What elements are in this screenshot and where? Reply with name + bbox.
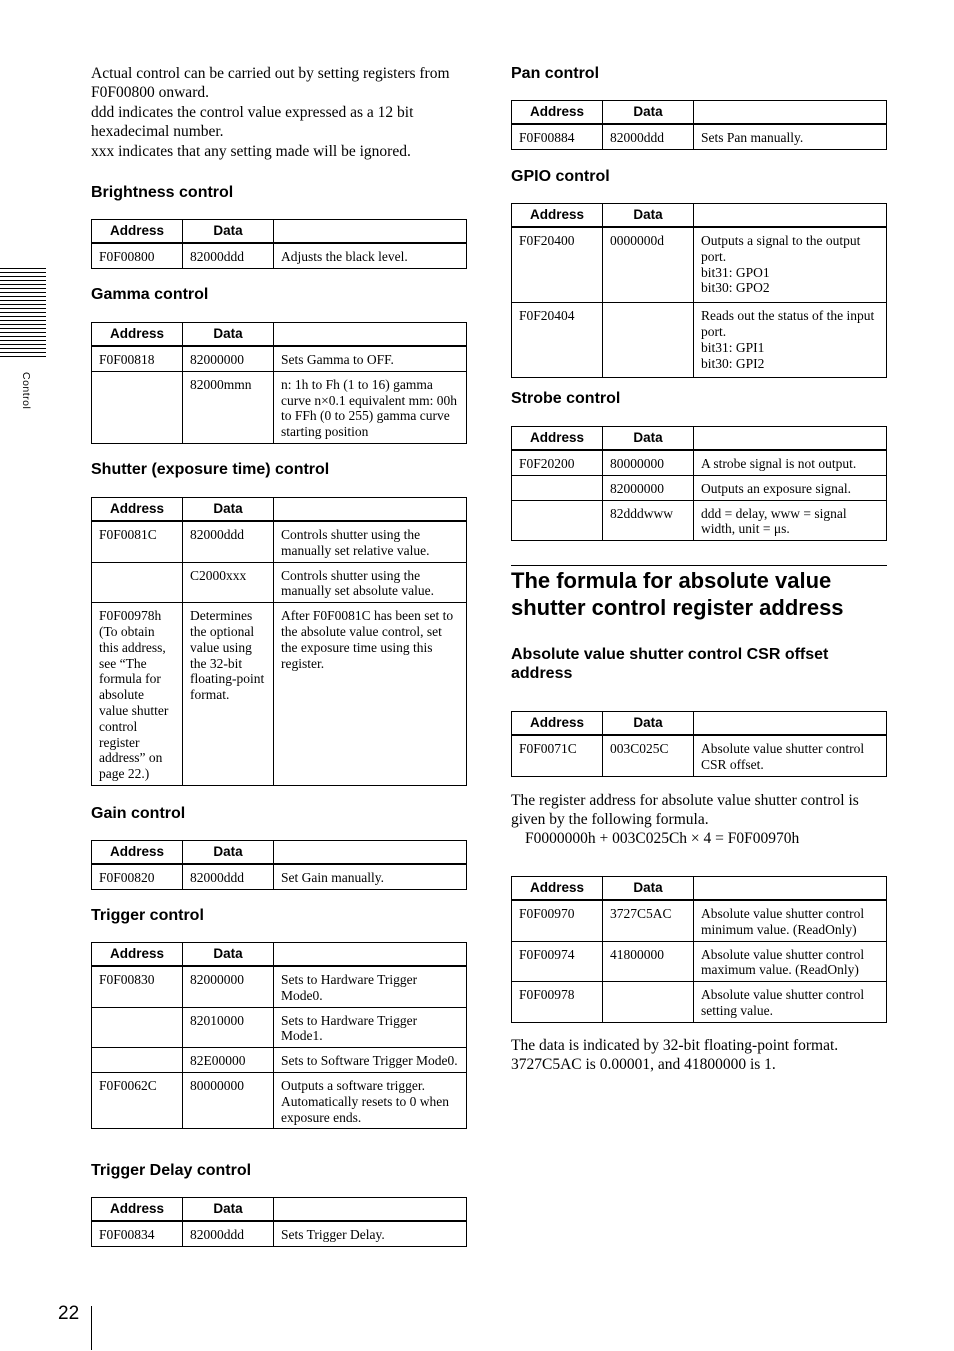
table-row [92, 562, 467, 603]
description-cell: Set Gain manually. [274, 864, 467, 889]
address-cell [92, 562, 183, 603]
address-header: Address [512, 877, 603, 901]
data-cell: 82000ddd [183, 243, 274, 268]
description-cell: Sets Trigger Delay. [274, 1221, 467, 1246]
table-row [512, 227, 887, 303]
gain-heading: Gain control [91, 805, 186, 822]
address-cell [92, 371, 183, 443]
data-header: Data [183, 841, 274, 865]
description-cell [694, 227, 887, 303]
data-header: Data [603, 101, 694, 125]
table-row [92, 1072, 467, 1128]
address-header: Address [92, 220, 183, 244]
data-header: Data [183, 943, 274, 967]
brightness-heading: Brightness control [91, 184, 234, 201]
address-cell [512, 475, 603, 500]
table-row [92, 1007, 467, 1048]
address-cell: F0F00830 [92, 966, 183, 1007]
data-cell: 82000ddd [603, 124, 694, 149]
description-cell: Absolute value shutter control CSR offset. [694, 735, 887, 776]
data-cell [603, 303, 694, 378]
address-cell: F0F20400 [512, 227, 603, 303]
shutter-table [91, 497, 467, 786]
address-cell: F0F00978h (To obtain this address, see “The formula for absolute value shutter control register address” on page 22.) [92, 603, 183, 786]
data-cell: 80000000 [603, 450, 694, 475]
address-cell [512, 500, 603, 541]
data-header: Data [603, 877, 694, 901]
page-number: 22 [58, 1303, 80, 1324]
sidebar-label: Control [20, 372, 32, 410]
pan-table [511, 100, 887, 150]
table-row [92, 371, 467, 443]
intro-line: ddd indicates the control value expressed as a 12 bit hexadecimal number. [91, 103, 414, 141]
address-cell: F0F00800 [92, 243, 183, 268]
address-cell: F0F0071C [512, 735, 603, 776]
data-cell: 82dddwww [603, 500, 694, 541]
address-cell: F0F20404 [512, 303, 603, 378]
intro-text [91, 64, 467, 161]
data-header: Data [183, 1198, 274, 1222]
gamma-heading: Gamma control [91, 286, 209, 303]
description-cell: Sets Gamma to OFF. [274, 346, 467, 371]
address-cell: F0F00974 [512, 941, 603, 982]
data-cell: 82000ddd [183, 864, 274, 889]
data-cell: 82000mmn [183, 371, 274, 443]
description-cell: Sets to Hardware Trigger Mode1. [274, 1007, 467, 1048]
description-cell: After F0F0081C has been set to the absolute value control, set the exposure time using this register. [274, 603, 467, 786]
data-cell: 82010000 [183, 1007, 274, 1048]
address-cell: F0F00820 [92, 864, 183, 889]
data-header: Data [183, 498, 274, 522]
description-line: bit30: GPO2 [701, 280, 770, 296]
brightness-table [91, 219, 467, 269]
address-cell [92, 1007, 183, 1048]
address-cell: F0F0081C [92, 521, 183, 562]
address-header: Address [92, 498, 183, 522]
description-cell: Sets to Hardware Trigger Mode0. [274, 966, 467, 1007]
shutter-heading: Shutter (exposure time) control [91, 461, 330, 478]
pan-heading: Pan control [511, 65, 600, 82]
formula-equation: F0000000h + 003C025Ch × 4 = F0F00970h [525, 830, 800, 847]
data-cell [603, 982, 694, 1023]
trigger-table [91, 942, 467, 1129]
gpio-heading: GPIO control [511, 168, 610, 185]
address-header: Address [92, 841, 183, 865]
table-row [92, 603, 467, 786]
gain-table [91, 840, 467, 890]
description-cell: Absolute value shutter control maximum value. (ReadOnly) [694, 941, 887, 982]
csr-table [511, 711, 887, 777]
address-cell: F0F0062C [92, 1072, 183, 1128]
data-header: Data [603, 427, 694, 451]
data-cell: 82000000 [183, 346, 274, 371]
data-cell: Determines the optional value using the 32-bit floating-point format. [183, 603, 274, 786]
trigger-delay-heading: Trigger Delay control [91, 1162, 252, 1179]
strobe-heading: Strobe control [511, 390, 621, 407]
address-cell: F0F20200 [512, 450, 603, 475]
address-header: Address [512, 712, 603, 736]
description-cell: Sets Pan manually. [694, 124, 887, 149]
address-cell: F0F00834 [92, 1221, 183, 1246]
data-cell: 82000ddd [183, 521, 274, 562]
address-cell: F0F00884 [512, 124, 603, 149]
table-row [512, 124, 887, 149]
data-cell: 82000000 [183, 966, 274, 1007]
gamma-table [91, 322, 467, 444]
data-header: Data [603, 204, 694, 228]
data-cell: 80000000 [183, 1072, 274, 1128]
table-row [512, 450, 887, 475]
description-cell: Sets to Software Trigger Mode0. [274, 1048, 467, 1073]
data-header: Data [183, 220, 274, 244]
description-cell: Outputs a software trigger. Automatically resets to 0 when exposure ends. [274, 1072, 467, 1128]
table-row [512, 303, 887, 378]
trigger-heading: Trigger control [91, 907, 204, 924]
table-row [92, 346, 467, 371]
data-cell: 82E00000 [183, 1048, 274, 1073]
data-cell: 82000ddd [183, 1221, 274, 1246]
data-cell: 3727C5AC [603, 900, 694, 941]
data-cell: 003C025C [603, 735, 694, 776]
address-cell: F0F00970 [512, 900, 603, 941]
table-row [512, 735, 887, 776]
gpio-table [511, 203, 887, 378]
table-row [512, 475, 887, 500]
description-cell: Outputs an exposure signal. [694, 475, 887, 500]
table-row [512, 900, 887, 941]
address-cell [92, 1048, 183, 1073]
format-note: The data is indicated by 32-bit floating-point format. 3727C5AC is 0.00001, and 41800000 is 1. [511, 1037, 839, 1074]
table-row [92, 864, 467, 889]
data-cell: C2000xxx [183, 562, 274, 603]
data-cell: 0000000d [603, 227, 694, 303]
table-row [512, 500, 887, 541]
formula-explanation: The register address for absolute value shutter control is given by the following formula. [511, 792, 859, 829]
address-header: Address [512, 427, 603, 451]
description-line: Reads out the status of the input port. [701, 308, 875, 339]
table-row [512, 941, 887, 982]
table-row [92, 1048, 467, 1073]
description-cell: Controls shutter using the manually set absolute value. [274, 562, 467, 603]
data-cell: 41800000 [603, 941, 694, 982]
csr-heading: Absolute value shutter control CSR offset address [511, 646, 829, 682]
intro-line: xxx indicates that any setting made will be ignored. [91, 142, 411, 160]
address-header: Address [92, 323, 183, 347]
absolute-value-table [511, 876, 887, 1023]
table-row [92, 243, 467, 268]
description-line: bit31: GPO1 [701, 264, 770, 280]
address-header: Address [92, 1198, 183, 1222]
description-line: Outputs a signal to the output port. [701, 233, 861, 264]
address-header: Address [512, 101, 603, 125]
description-cell: ddd = delay, www = signal width, unit = μs. [694, 500, 887, 541]
trigger-delay-table [91, 1197, 467, 1247]
description-line: bit30: GPI2 [701, 355, 765, 371]
description-cell: Absolute value shutter control setting value. [694, 982, 887, 1023]
table-row [92, 521, 467, 562]
description-cell: Absolute value shutter control minimum value. (ReadOnly) [694, 900, 887, 941]
page-number-rule [91, 1306, 92, 1350]
description-line: bit31: GPI1 [701, 339, 765, 355]
description-cell: A strobe signal is not output. [694, 450, 887, 475]
address-header: Address [512, 204, 603, 228]
data-header: Data [183, 323, 274, 347]
description-cell: Controls shutter using the manually set relative value. [274, 521, 467, 562]
description-cell: Adjusts the black level. [274, 243, 467, 268]
formula-heading: The formula for absolute value shutter control register address [511, 568, 844, 620]
data-header: Data [603, 712, 694, 736]
data-cell: 82000000 [603, 475, 694, 500]
description-cell: n: 1h to Fh (1 to 16) gamma curve n×0.1 equivalent mm: 00h to FFh (0 to 255) gamma curve starting position [274, 371, 467, 443]
table-row [92, 966, 467, 1007]
intro-line: Actual control can be carried out by setting registers from F0F00800 onward. [91, 65, 450, 102]
sidebar-tab-bars [0, 268, 46, 358]
table-row [92, 1221, 467, 1246]
description-cell [694, 303, 887, 378]
address-cell: F0F00818 [92, 346, 183, 371]
strobe-table [511, 426, 887, 541]
section-divider [511, 565, 887, 566]
table-row [512, 982, 887, 1023]
address-cell: F0F00978 [512, 982, 603, 1023]
address-header: Address [92, 943, 183, 967]
